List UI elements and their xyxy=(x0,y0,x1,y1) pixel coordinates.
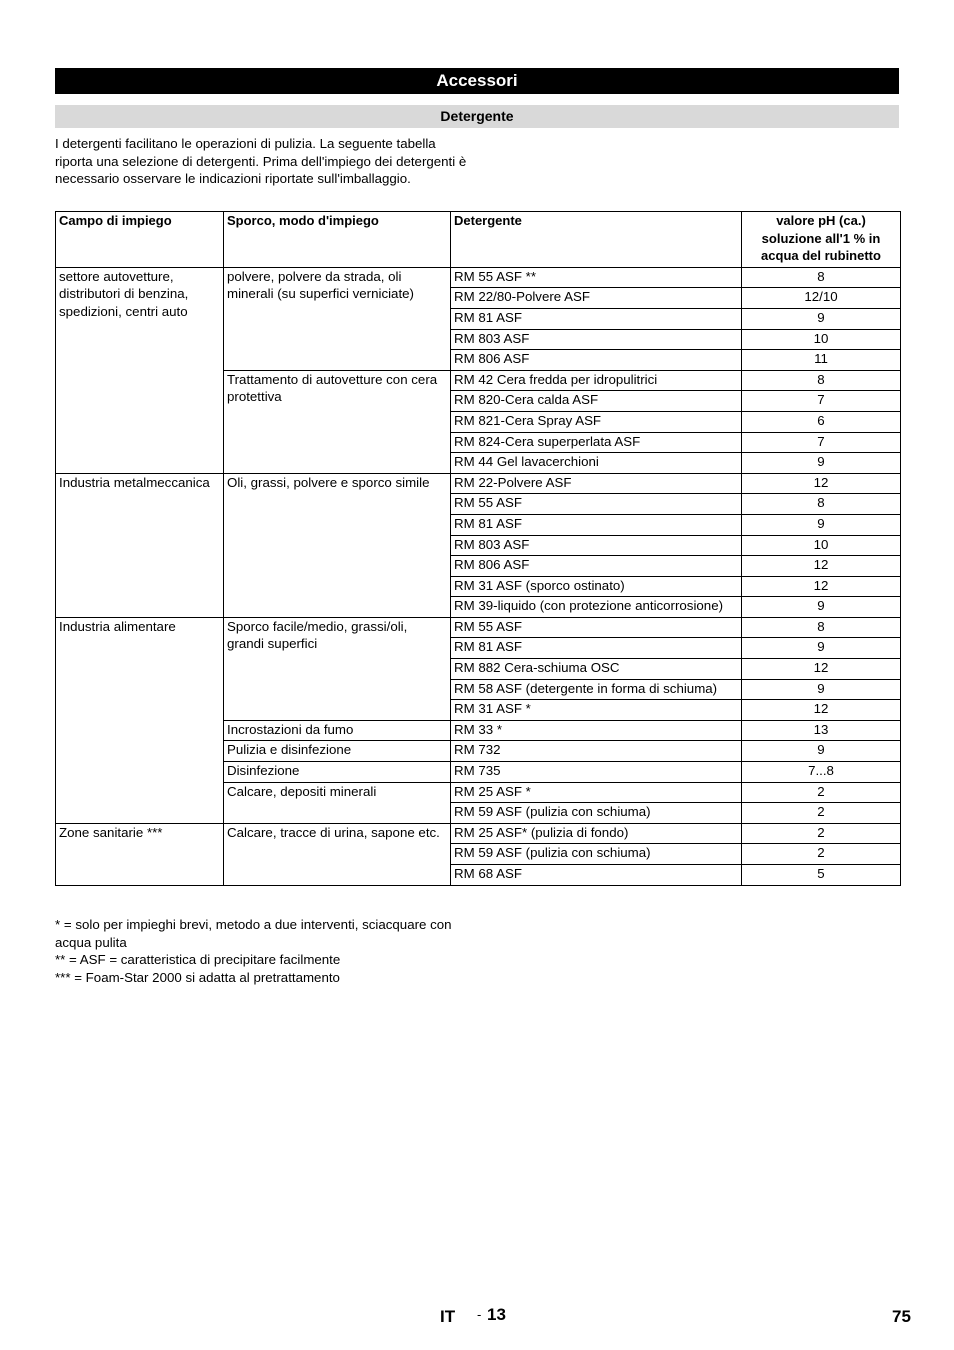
footer-page-number: 75 xyxy=(892,1307,911,1326)
header-field: Campo di impiego xyxy=(56,212,224,268)
dirt-cell: Calcare, depositi minerali xyxy=(224,782,451,823)
product-cell: RM 59 ASF (pulizia con schiuma) xyxy=(451,844,742,865)
ph-cell: 8 xyxy=(742,494,901,515)
subsection-title: Detergente xyxy=(55,105,899,128)
detergent-table xyxy=(55,211,901,886)
ph-cell: 10 xyxy=(742,329,901,350)
section-title: Accessori xyxy=(55,68,899,94)
header-product: Detergente xyxy=(451,212,742,268)
footnote: ** = ASF = caratteristica di precipitare facilmente xyxy=(55,952,341,968)
product-cell: RM 824-Cera superperlata ASF xyxy=(451,432,742,453)
ph-cell: 6 xyxy=(742,411,901,432)
table-row xyxy=(56,617,901,638)
field-cell: Industria alimentare xyxy=(56,617,224,823)
table-row xyxy=(56,267,901,288)
ph-cell: 9 xyxy=(742,308,901,329)
ph-cell: 5 xyxy=(742,865,901,886)
product-cell: RM 31 ASF (sporco ostinato) xyxy=(451,576,742,597)
ph-cell: 10 xyxy=(742,535,901,556)
field-cell: Zone sanitarie *** xyxy=(56,823,224,885)
product-cell: RM 42 Cera fredda per idropulitrici xyxy=(451,370,742,391)
product-cell: RM 68 ASF xyxy=(451,865,742,886)
header-ph: valore pH (ca.) soluzione all'1 % in acqua del rubinetto xyxy=(742,212,901,268)
product-cell: RM 59 ASF (pulizia con schiuma) xyxy=(451,803,742,824)
ph-cell: 12 xyxy=(742,556,901,577)
intro-paragraph: I detergenti facilitano le operazioni di pulizia. La seguente tabella riporta una selezione di detergenti. Prima dell'impiego dei detergenti è necessario osservare le indicazioni riportate sull'imballaggio. xyxy=(55,136,467,187)
ph-cell: 11 xyxy=(742,350,901,371)
product-cell: RM 81 ASF xyxy=(451,514,742,535)
field-cell: Industria metalmeccanica xyxy=(56,473,224,617)
product-cell: RM 25 ASF * xyxy=(451,782,742,803)
product-cell: RM 806 ASF xyxy=(451,556,742,577)
dirt-cell: Calcare, tracce di urina, sapone etc. xyxy=(224,823,451,885)
product-cell: RM 803 ASF xyxy=(451,329,742,350)
table-row xyxy=(56,473,901,494)
ph-cell: 12 xyxy=(742,659,901,680)
footnotes xyxy=(55,916,475,986)
ph-cell: 7 xyxy=(742,432,901,453)
ph-cell: 2 xyxy=(742,782,901,803)
ph-cell: 12 xyxy=(742,700,901,721)
product-cell: RM 821-Cera Spray ASF xyxy=(451,411,742,432)
footer-language: IT xyxy=(440,1307,456,1326)
dirt-cell: Pulizia e disinfezione xyxy=(224,741,451,762)
product-cell: RM 882 Cera-schiuma OSC xyxy=(451,659,742,680)
product-cell: RM 55 ASF xyxy=(451,617,742,638)
ph-cell: 9 xyxy=(742,638,901,659)
ph-cell: 9 xyxy=(742,679,901,700)
dirt-cell: Trattamento di autovetture con cera protettiva xyxy=(224,370,451,473)
product-cell: RM 735 xyxy=(451,762,742,783)
ph-cell: 7 xyxy=(742,391,901,412)
product-cell: RM 806 ASF xyxy=(451,350,742,371)
footer-section-page: 13 xyxy=(487,1305,506,1324)
product-cell: RM 55 ASF ** xyxy=(451,267,742,288)
ph-cell: 12 xyxy=(742,576,901,597)
ph-cell: 7...8 xyxy=(742,762,901,783)
product-cell: RM 22-Polvere ASF xyxy=(451,473,742,494)
ph-cell: 8 xyxy=(742,370,901,391)
ph-cell: 13 xyxy=(742,720,901,741)
table-header-row xyxy=(56,212,901,268)
ph-cell: 9 xyxy=(742,514,901,535)
table-row xyxy=(56,823,901,844)
product-cell: RM 58 ASF (detergente in forma di schiuma) xyxy=(451,679,742,700)
dirt-cell: Disinfezione xyxy=(224,762,451,783)
footer-separator: - xyxy=(477,1307,482,1322)
ph-cell: 12/10 xyxy=(742,288,901,309)
ph-cell: 8 xyxy=(742,617,901,638)
product-cell: RM 22/80-Polvere ASF xyxy=(451,288,742,309)
header-dirt: Sporco, modo d'impiego xyxy=(224,212,451,268)
product-cell: RM 33 * xyxy=(451,720,742,741)
product-cell: RM 81 ASF xyxy=(451,308,742,329)
product-cell: RM 81 ASF xyxy=(451,638,742,659)
product-cell: RM 803 ASF xyxy=(451,535,742,556)
dirt-cell: Incrostazioni da fumo xyxy=(224,720,451,741)
dirt-cell: polvere, polvere da strada, oli minerali (su superfici verniciate) xyxy=(224,267,451,370)
footnote: * = solo per impieghi brevi, metodo a due interventi, sciacquare con acqua pulita xyxy=(55,917,452,950)
ph-cell: 2 xyxy=(742,844,901,865)
ph-cell: 8 xyxy=(742,267,901,288)
product-cell: RM 55 ASF xyxy=(451,494,742,515)
product-cell: RM 39-liquido (con protezione anticorrosione) xyxy=(451,597,742,618)
field-cell: settore autovetture, distributori di benzina, spedizioni, centri auto xyxy=(56,267,224,473)
product-cell: RM 25 ASF* (pulizia di fondo) xyxy=(451,823,742,844)
ph-cell: 9 xyxy=(742,597,901,618)
product-cell: RM 31 ASF * xyxy=(451,700,742,721)
footnote: *** = Foam-Star 2000 si adatta al pretrattamento xyxy=(55,969,340,985)
dirt-cell: Sporco facile/medio, grassi/oli, grandi superfici xyxy=(224,617,451,720)
dirt-cell: Oli, grassi, polvere e sporco simile xyxy=(224,473,451,617)
ph-cell: 9 xyxy=(742,741,901,762)
product-cell: RM 732 xyxy=(451,741,742,762)
product-cell: RM 820-Cera calda ASF xyxy=(451,391,742,412)
product-cell: RM 44 Gel lavacerchioni xyxy=(451,453,742,474)
ph-cell: 9 xyxy=(742,453,901,474)
ph-cell: 12 xyxy=(742,473,901,494)
ph-cell: 2 xyxy=(742,823,901,844)
ph-cell: 2 xyxy=(742,803,901,824)
